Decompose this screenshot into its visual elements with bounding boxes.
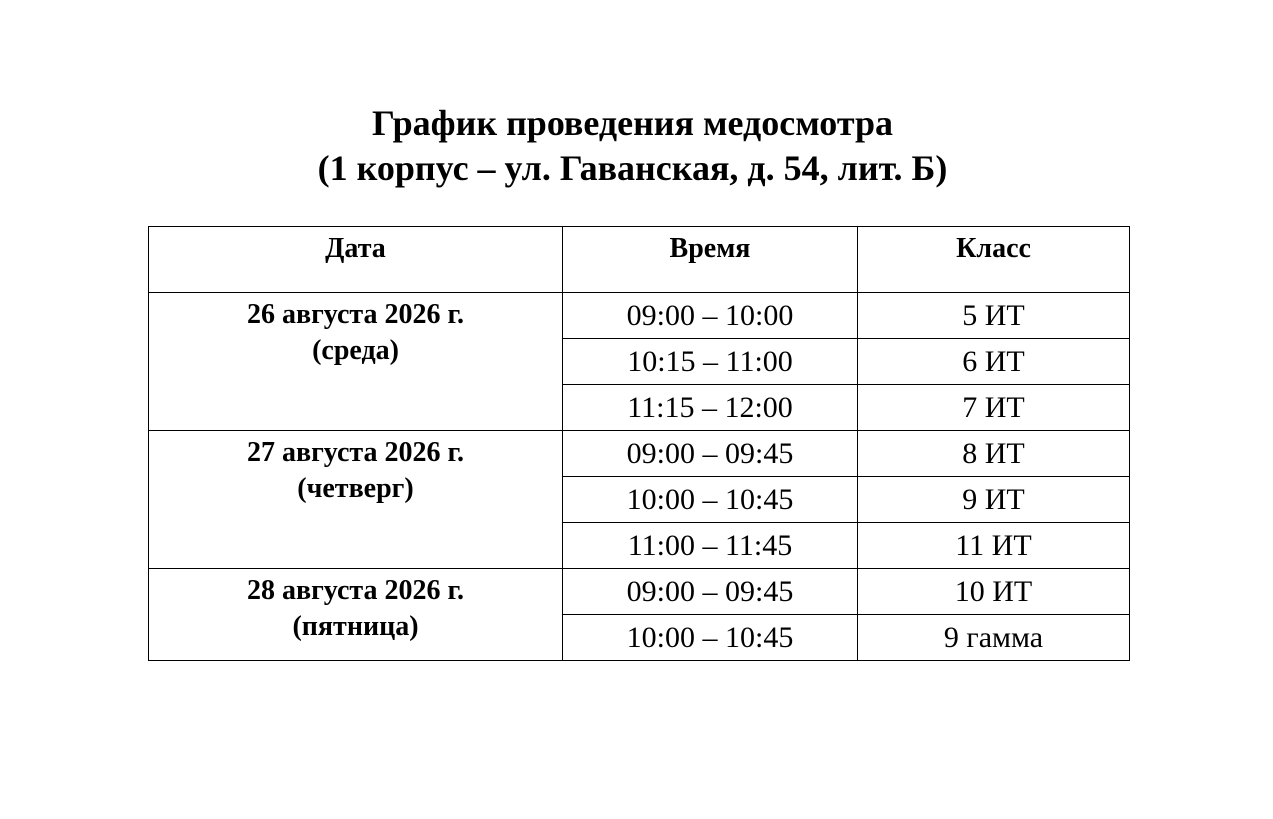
weekday-text: (пятница) (292, 611, 419, 642)
class-cell: 11 ИТ (858, 523, 1130, 569)
weekday-text: (четверг) (297, 473, 414, 504)
class-cell: 8 ИТ (858, 431, 1130, 477)
date-text: 26 августа 2026 г. (246, 299, 465, 330)
table-row (149, 431, 1130, 477)
time-cell: 10:15 – 11:00 (563, 339, 858, 385)
date-text: 28 августа 2026 г. (246, 575, 465, 606)
header-date: Дата (149, 227, 563, 293)
time-cell: 11:00 – 11:45 (563, 523, 858, 569)
weekday-text: (среда) (312, 335, 399, 366)
time-cell: 09:00 – 09:45 (563, 569, 858, 615)
time-cell: 09:00 – 09:45 (563, 431, 858, 477)
header-time: Время (563, 227, 858, 293)
schedule-table (148, 226, 1130, 661)
class-cell: 7 ИТ (858, 385, 1130, 431)
table-header-row (149, 227, 1130, 293)
class-cell: 6 ИТ (858, 339, 1130, 385)
date-cell (149, 293, 563, 431)
date-cell (149, 431, 563, 569)
header-class: Класс (858, 227, 1130, 293)
table-row (149, 293, 1130, 339)
time-cell: 11:15 – 12:00 (563, 385, 858, 431)
class-cell: 9 гамма (858, 615, 1130, 661)
date-text: 27 августа 2026 г. (246, 437, 465, 468)
document-subtitle: (1 корпус – ул. Гаванская, д. 54, лит. Б) (317, 148, 948, 188)
document-title: График проведения медосмотра (372, 103, 893, 143)
date-cell (149, 569, 563, 661)
time-cell: 10:00 – 10:45 (563, 615, 858, 661)
class-cell: 10 ИТ (858, 569, 1130, 615)
time-cell: 09:00 – 10:00 (563, 293, 858, 339)
class-cell: 9 ИТ (858, 477, 1130, 523)
time-cell: 10:00 – 10:45 (563, 477, 858, 523)
class-cell: 5 ИТ (858, 293, 1130, 339)
table-row (149, 569, 1130, 615)
